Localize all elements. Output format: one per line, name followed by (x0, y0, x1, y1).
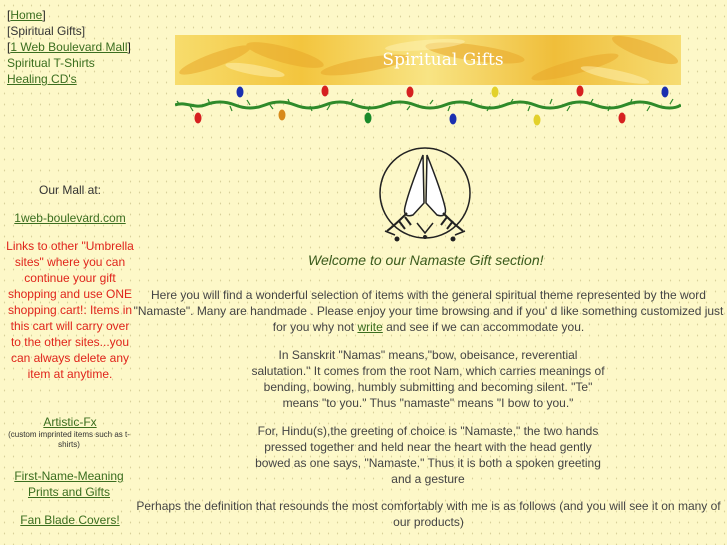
nav-tshirts-link[interactable]: Spiritual T-Shirts (7, 56, 95, 70)
fan-blade-covers-link[interactable]: Fan Blade Covers! (20, 513, 120, 527)
artistic-fx-link[interactable]: Artistic-Fx (43, 415, 97, 429)
nav-healing-cds-link[interactable]: Healing CD's (7, 72, 77, 86)
mall-site-link[interactable]: 1web-boulevard.com (14, 211, 126, 225)
artistic-note: (custom imprinted items such as t-shirts) (8, 430, 130, 449)
hindu-paragraph: For, Hindu(s),the greeting of choice is "Namaste," the two hands pressed together and held near the heart with the head gently bowed as one says, "Namaste." Thus it is both a spoken greeting and a gesture (255, 424, 601, 486)
nav-spiritual-gifts: Spiritual Gifts (10, 24, 82, 38)
links-note: Links to other "Umbrella sites" where you can continue your gift shopping and use ONE shopping cart!: Items in this cart will carry over to the other sites...you can always delete any item at anytime. (6, 239, 134, 381)
intro-text-end: and see if we can accommodate you. (382, 320, 585, 334)
sunflower-banner (175, 35, 681, 85)
praying-hands-icon (377, 145, 474, 245)
intro-text: Here you will find a wonderful selection of items with the general spiritual theme represented by the word "Namaste". Many are handmade . Please enjoy your time browsing and if you' d like something customized just for you why not (133, 288, 724, 334)
christmas-lights-garland-icon (175, 85, 681, 130)
nav-home-link[interactable]: Home (10, 8, 43, 22)
first-name-meaning-link[interactable]: First-Name-Meaning Prints and Gifts (14, 469, 124, 499)
nav-mall-link[interactable]: 1 Web Boulevard Mall (10, 40, 128, 54)
sidebar (0, 0, 140, 545)
intro-paragraph (130, 287, 727, 335)
mall-heading: Our Mall at: (38, 183, 101, 197)
welcome-heading: Welcome to our Namaste Gift section! (308, 252, 544, 268)
definition-paragraph: Perhaps the definition that resounds the most comfortably with me is as follows (and you will see it on many of our products) (136, 499, 721, 529)
write-link[interactable]: write (357, 320, 383, 334)
banner-title: Spiritual Gifts (382, 50, 504, 70)
sanskrit-paragraph: In Sanskrit "Namas" means,"bow, obeisance, reverential salutation." It comes from the root Nam, which carries meanings of bending, bowing, humbly submitting and becoming silent. "Te" means "to you." Thus "namaste" means "I bow to you." (251, 348, 605, 410)
top-nav: [Home] [Spiritual Gifts] [1 Web Boulevard Mall] Spiritual T-Shirts Healing CD's (7, 8, 131, 86)
